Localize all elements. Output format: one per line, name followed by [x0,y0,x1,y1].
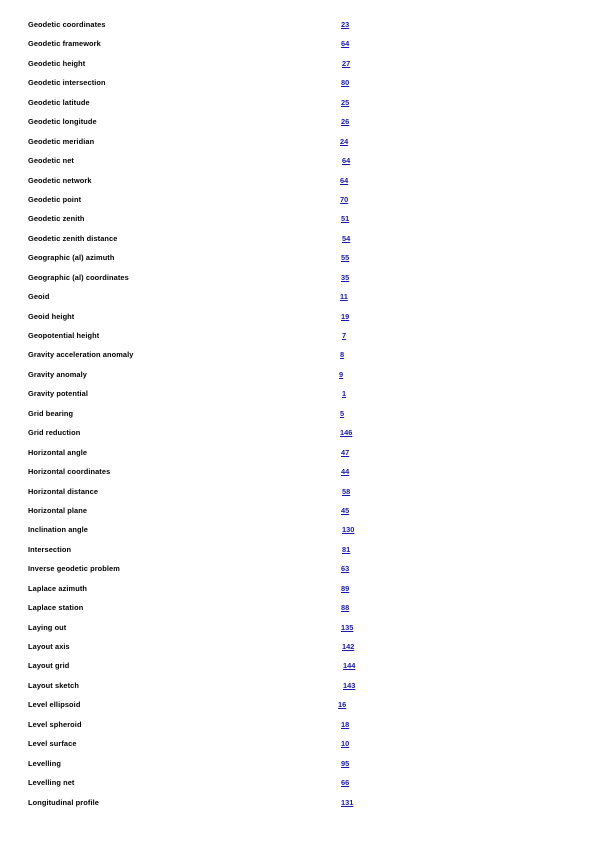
index-entry [0,540,595,559]
index-entry [0,715,595,734]
index-term: Levelling [28,758,61,768]
index-term: Geodetic height [28,58,86,68]
page-number-link[interactable]: 5 [340,408,345,418]
index-entry [0,656,595,675]
index-entry [0,423,595,442]
index-entry [0,676,595,695]
page-number-link[interactable]: 26 [341,117,350,127]
index-term: Geodetic net [28,156,74,166]
index-term: Layout axis [28,642,70,651]
index-term: Level ellipsoid [28,700,81,710]
page-number-link[interactable]: 7 [342,331,347,340]
page-number-link[interactable]: 143 [343,680,356,690]
index-entry [0,93,595,112]
index-entry [0,365,595,384]
page-number-link[interactable]: 27 [342,58,351,68]
index-term: Geographic (al) azimuth [28,253,115,263]
index-term: Grid reduction [28,428,81,438]
page-number-link[interactable]: 58 [342,486,351,496]
index-term: Level spheroid [28,719,82,729]
index-entry [0,171,595,190]
page-number-link[interactable]: 64 [341,39,350,49]
index-term: Laplace station [28,603,84,613]
page-number-link[interactable]: 1 [342,389,347,399]
index-term: Laying out [28,622,67,632]
page-number-link[interactable]: 11 [340,292,348,302]
index-term: Geodetic zenith [28,214,85,224]
page-number-link[interactable]: 45 [341,505,350,515]
index-term: Intersection [28,544,72,554]
page-number-link[interactable]: 8 [340,350,345,360]
index-term: Geodetic intersection [28,78,106,88]
index-entry [0,404,595,423]
page-number-link[interactable]: 44 [341,467,350,477]
index-list [0,15,595,812]
index-entry [0,482,595,501]
page-number-link[interactable]: 51 [341,214,350,224]
index-entry [0,598,595,617]
index-term: Geoid [28,292,50,302]
page-number-link[interactable]: 81 [342,544,351,554]
index-entry [0,579,595,598]
index-term: Gravity anomaly [28,369,88,379]
index-term: Gravity acceleration anomaly [28,350,134,360]
index-term: Longitudinal profile [28,797,99,807]
page-number-link[interactable]: 95 [341,758,350,768]
index-entry [0,132,595,151]
page-number-link[interactable]: 70 [340,194,349,204]
page-number-link[interactable]: 10 [341,739,350,749]
page-number-link[interactable]: 131 [341,797,354,807]
index-entry [0,268,595,287]
page-number-link[interactable]: 63 [341,564,350,574]
page-number-link[interactable]: 16 [338,700,347,710]
index-entry [0,618,595,637]
index-term: Horizontal angle [28,447,88,457]
index-entry [0,384,595,403]
page-number-link[interactable]: 66 [341,778,350,788]
page-number-link[interactable]: 130 [342,525,355,535]
index-entry [0,307,595,326]
index-term: Geodetic point [28,194,82,204]
page-number-link[interactable]: 25 [341,97,350,107]
index-entry [0,501,595,520]
index-entry [0,15,595,34]
index-term: Geographic (al) coordinates [28,272,129,282]
index-entry [0,462,595,481]
index-term: Levelling net [28,778,75,788]
page-number-link[interactable]: 19 [341,311,350,321]
index-term: Geodetic framework [28,39,101,49]
index-entry [0,287,595,306]
index-entry [0,559,595,578]
index-term: Inverse geodetic problem [28,564,120,574]
index-term: Layout grid [28,661,70,671]
index-term: Horizontal distance [28,486,99,496]
index-term: Geodetic longitude [28,117,97,127]
index-term: Layout sketch [28,680,79,690]
page-number-link[interactable]: 142 [342,642,355,651]
index-term: Geoid height [28,311,75,321]
page-number-link[interactable]: 144 [343,661,356,671]
index-entry [0,773,595,792]
index-entry [0,734,595,753]
page-number-link[interactable]: 54 [342,233,351,243]
index-entry [0,345,595,364]
page-number-link[interactable]: 64 [340,175,349,185]
index-term: Geopotential height [28,331,100,340]
page-number-link[interactable]: 64 [342,156,351,166]
page-number-link[interactable]: 88 [341,603,350,613]
index-term: Grid bearing [28,408,74,418]
page-number-link[interactable]: 35 [341,272,350,282]
index-entry [0,34,595,53]
page-number-link[interactable]: 80 [341,78,350,88]
page-number-link[interactable]: 135 [341,622,354,632]
page-number-link[interactable]: 146 [340,428,353,438]
index-entry [0,73,595,92]
index-entry [0,754,595,773]
index-term: Horizontal coordinates [28,467,111,477]
index-term: Geodetic latitude [28,97,90,107]
index-entry [0,695,595,714]
index-term: Gravity potential [28,389,89,399]
page-number-link[interactable]: 55 [341,253,350,263]
index-entry [0,793,595,812]
page-number-link[interactable]: 47 [341,447,350,457]
index-term: Inclination angle [28,525,89,535]
index-entry [0,151,595,170]
index-entry [0,54,595,73]
index-term: Geodetic meridian [28,136,95,146]
index-entry [0,520,595,539]
index-term: Geodetic coordinates [28,20,106,29]
index-term: Laplace azimuth [28,583,87,593]
index-entry [0,112,595,131]
page-number-link[interactable]: 89 [341,583,350,593]
index-term: Horizontal plane [28,505,88,515]
index-entry [0,443,595,462]
index-term: Geodetic network [28,175,92,185]
index-entry [0,326,595,345]
page-number-link[interactable]: 24 [340,136,349,146]
index-entry [0,637,595,656]
page-number-link[interactable]: 18 [341,719,350,729]
page-number-link[interactable]: 9 [339,369,344,379]
page-number-link[interactable]: 23 [341,20,350,29]
index-entry [0,209,595,228]
index-entry [0,190,595,209]
index-term: Geodetic zenith distance [28,233,118,243]
index-entry [0,248,595,267]
index-term: Level surface [28,739,77,749]
index-entry [0,229,595,248]
